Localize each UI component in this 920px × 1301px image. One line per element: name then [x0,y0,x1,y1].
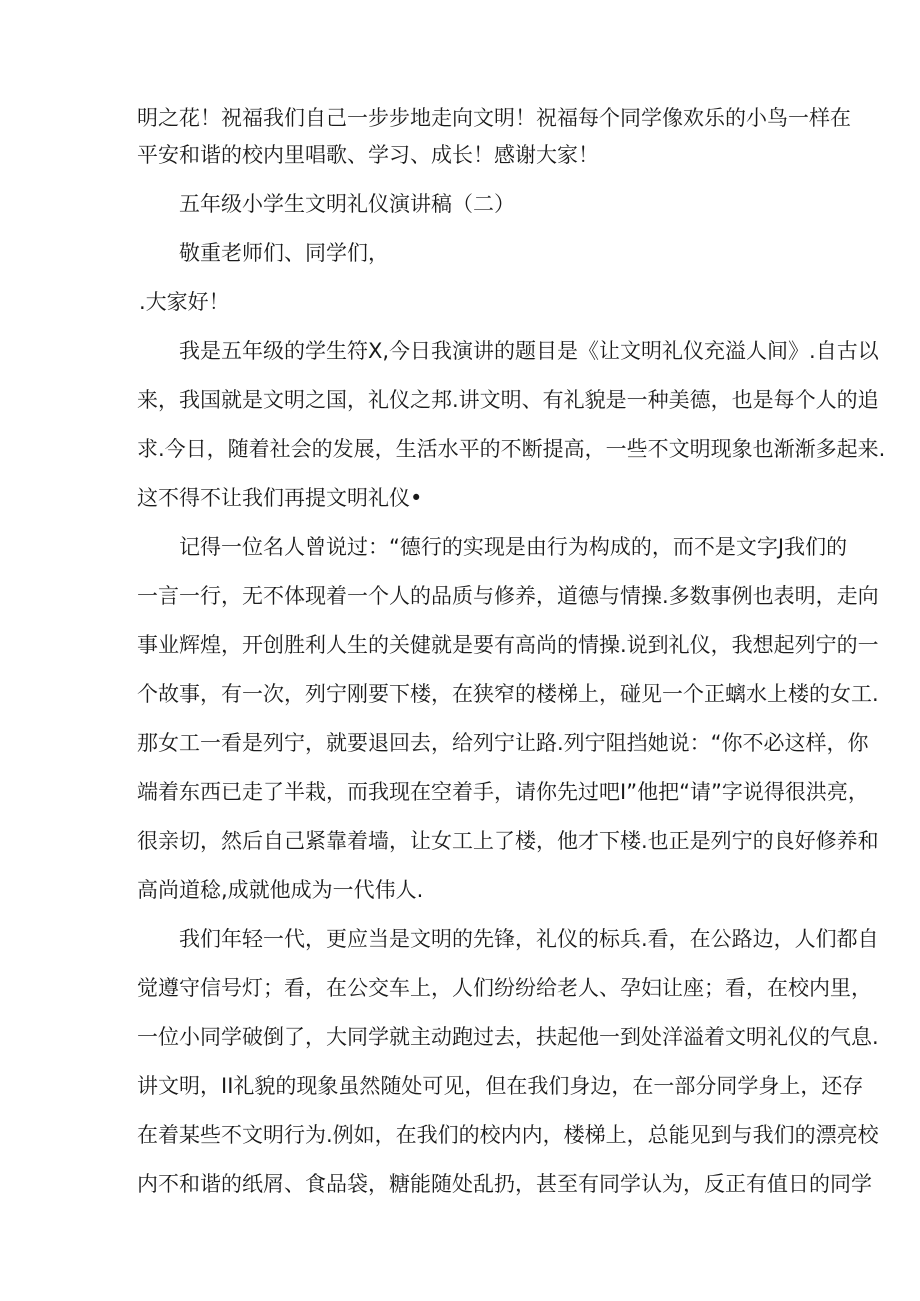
text-line: 事业辉煌，开创胜利人生的关健就是要有高尚的情操.说到礼仪，我想起列宁的一 [137,633,879,657]
text-line: 个故事，有一次，列宁刚要下楼，在狭窄的楼梯上，碰见一个正螭水上楼的女工. [137,682,879,706]
text-line: 我是五年级的学生符X,今日我演讲的题目是《让文明礼仪充溢人间》.自古以 [179,339,879,363]
text-line: 讲文明，II礼貌的现象虽然随处可见，但在我们身边，在一部分同学身上，还存 [137,1074,864,1098]
text-line: 端着东西已走了半栽，而我现在空着手，请你先过吧I”他把“请”字说得很洪亮， [137,780,869,804]
intro-paragraph [137,333,886,517]
text-line: 我们年轻一代，更应当是文明的先锋，礼仪的标兵.看，在公路边，人们都自 [179,927,879,951]
text-line: 明之花！祝福我们自己一步步地走向文明！祝福每个同学像欢乐的小鸟一样在 [137,106,851,130]
text-line: 高尚道稔,成就他成为一代伟人. [137,878,424,902]
greeting: .大家好！ [139,290,230,314]
text-line: 内不和谐的纸屑、食品袋，糖能随处乱扔，甚至有同学认为，反正有值日的同学 [137,1172,872,1196]
text-line: 一言一行，无不体现着一个人的品质与修养，道德与情操.多数事例也表明，走向 [137,584,879,608]
text-line: 平安和谐的校内里唱歌、学习、成长！感谢大家！ [137,143,599,167]
text-line: 来，我国就是文明之国，礼仪之邦.讲文明、有礼貌是一种美德，也是每个人的追 [137,388,879,412]
text-line: 记得一位名人曾说过：“德行的实现是由行为构成的，而不是文字J我们的 [179,535,848,559]
salutation: 敬重老师们、同学们， [179,241,389,265]
text-line: 觉遵守信号灯；看，在公交车上，人们纷纷给老人、孕妇让座；看，在校内里， [137,976,872,1000]
text-line: 很亲切，然后自己紧靠着墙，让女工上了楼，他才下楼.也正是列宁的良好修养和 [137,829,879,853]
speech-title: 五年级小学生文明礼仪演讲稿（二） [179,192,515,216]
lenin-story-paragraph [137,529,879,909]
text-line: 在着某些不文明行为.例如，在我们的校内内，楼梯上，总能见到与我们的漂亮校 [137,1123,879,1147]
young-generation-paragraph [137,921,879,1203]
text-line: 一位小同学破倒了，大同学就主动跑过去，扶起他一到处洋溢着文明礼仪的气息. [137,1025,879,1049]
document-body [137,100,886,1203]
text-line: 求.今日，随着社会的发展，生活水平的不断提高，一些不文明现象也渐渐多起来. [137,437,886,461]
text-line: 这不得不让我们再提文明礼仪• [137,486,423,510]
text-line: 那女工一看是列宁，就要退回去，给列宁让路.列宁阻挡她说：“你不必这样，你 [137,731,869,755]
closing-paragraph [137,100,851,174]
